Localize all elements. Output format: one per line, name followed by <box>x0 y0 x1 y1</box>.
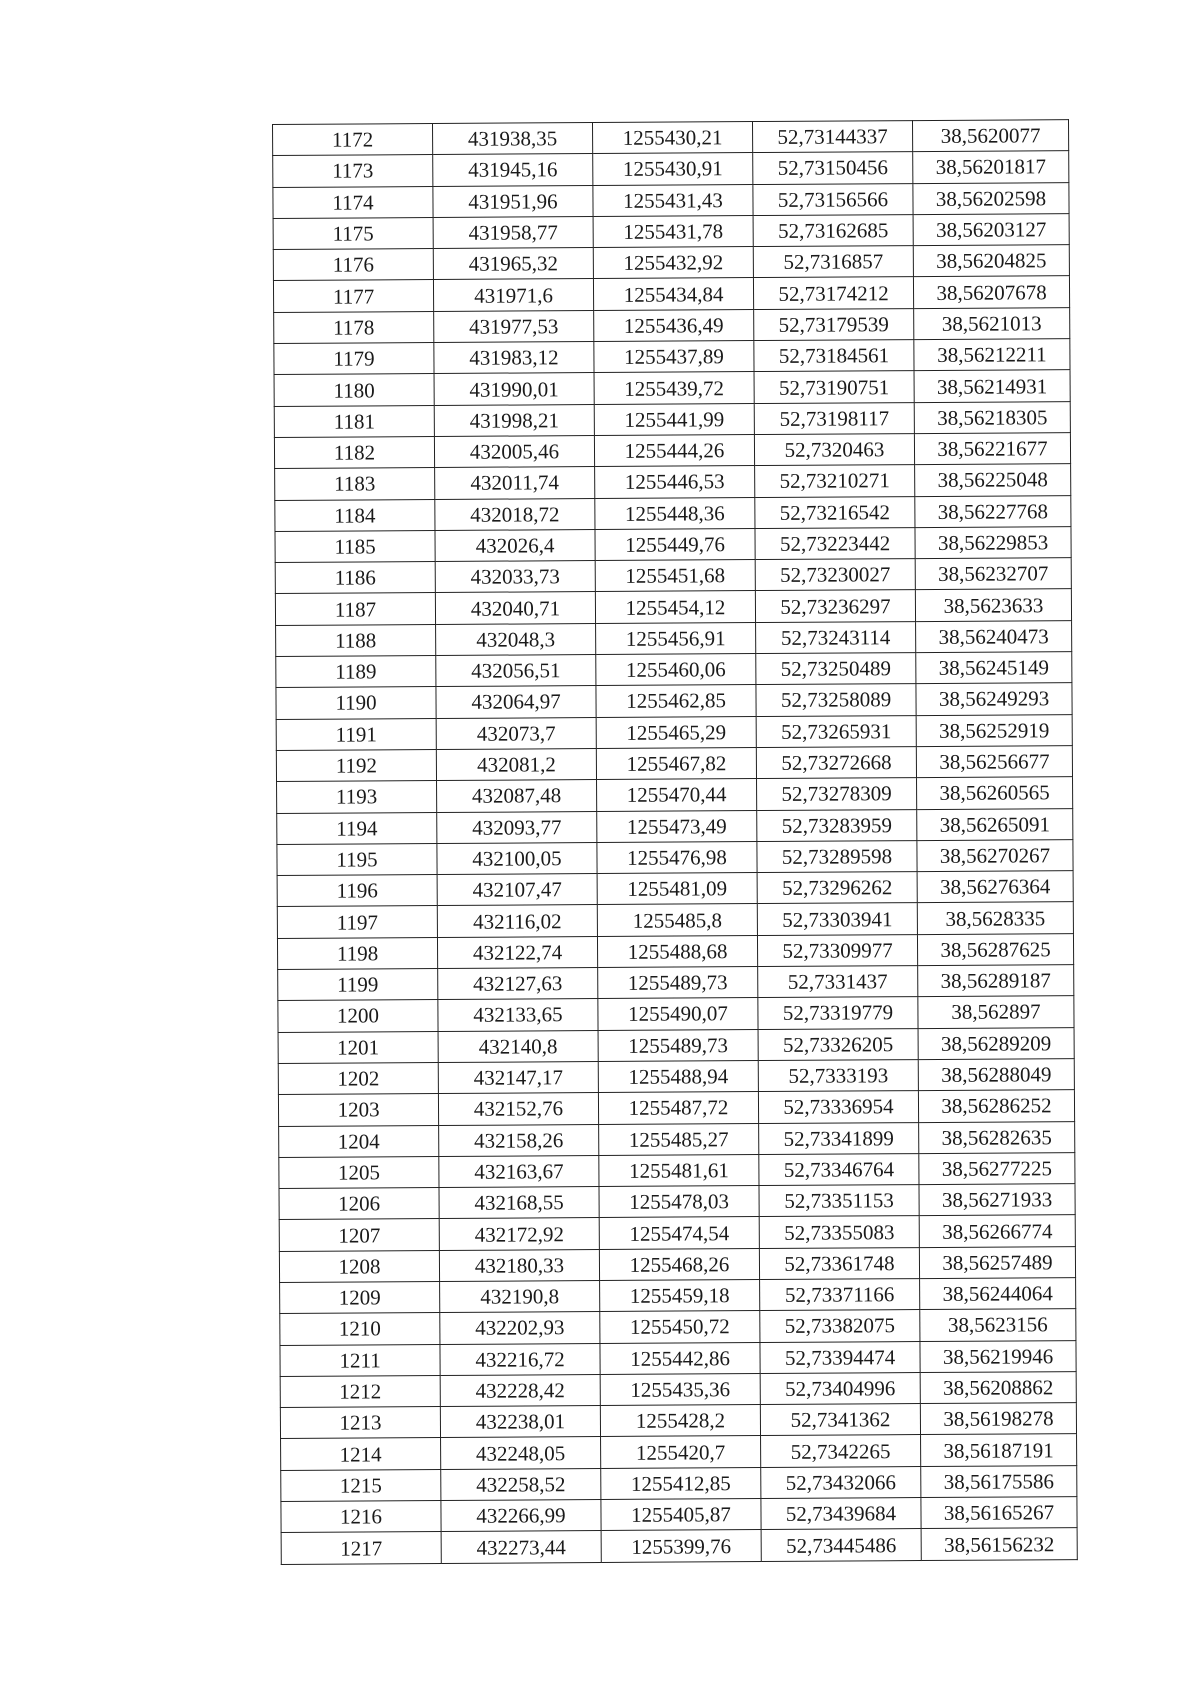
y-coordinate-cell: 1255474,54 <box>599 1217 759 1249</box>
point-number-cell: 1177 <box>273 280 433 312</box>
y-coordinate-cell: 1255436,49 <box>594 309 754 341</box>
latitude-cell: 52,73216542 <box>755 496 915 528</box>
x-coordinate-cell: 432228,42 <box>440 1374 600 1406</box>
x-coordinate-cell: 431938,35 <box>433 123 593 155</box>
longitude-cell: 38,5620077 <box>912 120 1068 152</box>
longitude-cell: 38,56245149 <box>916 652 1072 684</box>
latitude-cell: 52,73243114 <box>756 621 916 653</box>
longitude-cell: 38,56252919 <box>916 714 1072 746</box>
table-row <box>276 620 1072 656</box>
point-number-cell: 1175 <box>273 217 433 249</box>
y-coordinate-cell: 1255454,12 <box>595 591 755 623</box>
latitude-cell: 52,73346764 <box>759 1153 919 1185</box>
table-row <box>278 1090 1074 1126</box>
y-coordinate-cell: 1255412,85 <box>601 1467 761 1499</box>
point-number-cell: 1217 <box>281 1532 441 1564</box>
y-coordinate-cell: 1255465,29 <box>596 716 756 748</box>
y-coordinate-cell: 1255456,91 <box>596 622 756 654</box>
table-row <box>275 526 1071 562</box>
table-row <box>273 214 1069 250</box>
x-coordinate-cell: 432122,74 <box>437 936 597 968</box>
y-coordinate-cell: 1255462,85 <box>596 685 756 717</box>
longitude-cell: 38,56165267 <box>921 1497 1077 1529</box>
table-row <box>278 1059 1074 1095</box>
longitude-cell: 38,5628335 <box>917 902 1073 934</box>
point-number-cell: 1172 <box>273 124 433 156</box>
x-coordinate-cell: 432258,52 <box>441 1468 601 1500</box>
table-row <box>277 808 1073 844</box>
x-coordinate-cell: 432093,77 <box>437 811 597 843</box>
x-coordinate-cell: 432163,67 <box>439 1155 599 1187</box>
latitude-cell: 52,73296262 <box>757 872 917 904</box>
longitude-cell: 38,56218305 <box>914 401 1070 433</box>
longitude-cell: 38,56240473 <box>916 620 1072 652</box>
point-number-cell: 1216 <box>281 1501 441 1533</box>
y-coordinate-cell: 1255430,91 <box>593 153 753 185</box>
longitude-cell: 38,56229853 <box>915 526 1071 558</box>
latitude-cell: 52,73198117 <box>754 402 914 434</box>
x-coordinate-cell: 432147,17 <box>438 1061 598 1093</box>
x-coordinate-cell: 432081,2 <box>436 748 596 780</box>
point-number-cell: 1186 <box>275 562 435 594</box>
latitude-cell: 52,73341899 <box>759 1122 919 1154</box>
y-coordinate-cell: 1255431,43 <box>593 184 753 216</box>
y-coordinate-cell: 1255434,84 <box>593 278 753 310</box>
coordinates-table-body <box>273 120 1078 1564</box>
y-coordinate-cell: 1255446,53 <box>595 466 755 498</box>
latitude-cell: 52,73272668 <box>756 747 916 779</box>
longitude-cell: 38,56212211 <box>914 339 1070 371</box>
latitude-cell: 52,73394474 <box>760 1341 920 1373</box>
table-row <box>280 1340 1076 1376</box>
longitude-cell: 38,56270267 <box>917 839 1073 871</box>
point-number-cell: 1174 <box>273 186 433 218</box>
y-coordinate-cell: 1255441,99 <box>594 403 754 435</box>
point-number-cell: 1207 <box>279 1219 439 1251</box>
x-coordinate-cell: 431971,6 <box>433 279 593 311</box>
y-coordinate-cell: 1255467,82 <box>596 747 756 779</box>
point-number-cell: 1179 <box>274 343 434 375</box>
table-row <box>274 370 1070 406</box>
latitude-cell: 52,73150456 <box>753 152 913 184</box>
table-row <box>280 1371 1076 1407</box>
table-row <box>273 151 1069 187</box>
longitude-cell: 38,56265091 <box>917 808 1073 840</box>
x-coordinate-cell: 432133,65 <box>438 999 598 1031</box>
point-number-cell: 1208 <box>279 1250 439 1282</box>
point-number-cell: 1213 <box>280 1407 440 1439</box>
x-coordinate-cell: 432152,76 <box>438 1093 598 1125</box>
latitude-cell: 52,73303941 <box>757 903 917 935</box>
longitude-cell: 38,56257489 <box>919 1246 1075 1278</box>
point-number-cell: 1203 <box>278 1094 438 1126</box>
x-coordinate-cell: 432127,63 <box>438 968 598 1000</box>
point-number-cell: 1199 <box>278 969 438 1001</box>
longitude-cell: 38,56244064 <box>920 1278 1076 1310</box>
latitude-cell: 52,73289598 <box>757 840 917 872</box>
x-coordinate-cell: 431951,96 <box>433 185 593 217</box>
table-row <box>275 495 1071 531</box>
y-coordinate-cell: 1255449,76 <box>595 528 755 560</box>
latitude-cell: 52,73309977 <box>757 934 917 966</box>
x-coordinate-cell: 432168,55 <box>439 1187 599 1219</box>
x-coordinate-cell: 432033,73 <box>435 561 595 593</box>
longitude-cell: 38,56256677 <box>916 746 1072 778</box>
latitude-cell: 52,73156566 <box>753 183 913 215</box>
point-number-cell: 1188 <box>276 624 436 656</box>
longitude-cell: 38,56203127 <box>913 214 1069 246</box>
longitude-cell: 38,56249293 <box>916 683 1072 715</box>
y-coordinate-cell: 1255488,68 <box>597 935 757 967</box>
latitude-cell: 52,73355083 <box>759 1216 919 1248</box>
longitude-cell: 38,56156232 <box>921 1528 1077 1560</box>
y-coordinate-cell: 1255468,26 <box>599 1248 759 1280</box>
table-row <box>279 1215 1075 1251</box>
table-row <box>280 1309 1076 1345</box>
latitude-cell: 52,73439684 <box>761 1498 921 1530</box>
longitude-cell: 38,56271933 <box>919 1184 1075 1216</box>
latitude-cell: 52,7331437 <box>758 966 918 998</box>
latitude-cell: 52,73445486 <box>761 1529 921 1561</box>
table-row <box>280 1278 1076 1314</box>
table-row <box>273 245 1069 281</box>
y-coordinate-cell: 1255437,89 <box>594 341 754 373</box>
longitude-cell: 38,56289187 <box>918 965 1074 997</box>
table-row <box>279 1121 1075 1157</box>
point-number-cell: 1200 <box>278 1000 438 1032</box>
longitude-cell: 38,56214931 <box>914 370 1070 402</box>
latitude-cell: 52,7342265 <box>761 1435 921 1467</box>
x-coordinate-cell: 432190,8 <box>440 1281 600 1313</box>
longitude-cell: 38,56277225 <box>919 1152 1075 1184</box>
point-number-cell: 1185 <box>275 530 435 562</box>
latitude-cell: 52,73382075 <box>760 1310 920 1342</box>
x-coordinate-cell: 432266,99 <box>441 1500 601 1532</box>
x-coordinate-cell: 432100,05 <box>437 842 597 874</box>
x-coordinate-cell: 432140,8 <box>438 1030 598 1062</box>
point-number-cell: 1182 <box>274 436 434 468</box>
point-number-cell: 1180 <box>274 374 434 406</box>
x-coordinate-cell: 432107,47 <box>437 874 597 906</box>
table-row <box>275 558 1071 594</box>
y-coordinate-cell: 1255431,78 <box>593 215 753 247</box>
y-coordinate-cell: 1255485,27 <box>599 1123 759 1155</box>
y-coordinate-cell: 1255460,06 <box>596 654 756 686</box>
point-number-cell: 1192 <box>276 749 436 781</box>
longitude-cell: 38,56276364 <box>917 871 1073 903</box>
longitude-cell: 38,56266774 <box>919 1215 1075 1247</box>
y-coordinate-cell: 1255451,68 <box>595 560 755 592</box>
x-coordinate-cell: 431945,16 <box>433 154 593 186</box>
point-number-cell: 1173 <box>273 155 433 187</box>
longitude-cell: 38,56187191 <box>921 1434 1077 1466</box>
table-row <box>277 839 1073 875</box>
y-coordinate-cell: 1255490,07 <box>598 998 758 1030</box>
latitude-cell: 52,73432066 <box>761 1466 921 1498</box>
x-coordinate-cell: 432011,74 <box>435 467 595 499</box>
latitude-cell: 52,73210271 <box>755 465 915 497</box>
table-row <box>277 777 1073 813</box>
latitude-cell: 52,73223442 <box>755 527 915 559</box>
longitude-cell: 38,56221677 <box>914 433 1070 465</box>
y-coordinate-cell: 1255485,8 <box>597 904 757 936</box>
x-coordinate-cell: 432216,72 <box>440 1343 600 1375</box>
x-coordinate-cell: 432087,48 <box>437 780 597 812</box>
point-number-cell: 1209 <box>280 1281 440 1313</box>
table-row <box>278 965 1074 1001</box>
y-coordinate-cell: 1255476,98 <box>597 841 757 873</box>
table-row <box>277 933 1073 969</box>
latitude-cell: 52,73258089 <box>756 684 916 716</box>
latitude-cell: 52,73283959 <box>757 809 917 841</box>
longitude-cell: 38,56289209 <box>918 1027 1074 1059</box>
x-coordinate-cell: 432116,02 <box>437 905 597 937</box>
y-coordinate-cell: 1255420,7 <box>601 1436 761 1468</box>
point-number-cell: 1214 <box>281 1438 441 1470</box>
y-coordinate-cell: 1255405,87 <box>601 1499 761 1531</box>
y-coordinate-cell: 1255439,72 <box>594 372 754 404</box>
point-number-cell: 1191 <box>276 718 436 750</box>
table-row <box>273 182 1069 218</box>
longitude-cell: 38,56282635 <box>919 1121 1075 1153</box>
table-row <box>274 433 1070 469</box>
latitude-cell: 52,73361748 <box>759 1247 919 1279</box>
longitude-cell: 38,56204825 <box>913 245 1069 277</box>
point-number-cell: 1201 <box>278 1031 438 1063</box>
y-coordinate-cell: 1255399,76 <box>601 1530 761 1562</box>
latitude-cell: 52,73230027 <box>755 559 915 591</box>
latitude-cell: 52,73162685 <box>753 214 913 246</box>
table-row <box>273 276 1069 312</box>
x-coordinate-cell: 432056,51 <box>436 655 596 687</box>
x-coordinate-cell: 431983,12 <box>434 342 594 374</box>
y-coordinate-cell: 1255489,73 <box>598 1029 758 1061</box>
latitude-cell: 52,73404996 <box>760 1372 920 1404</box>
x-coordinate-cell: 432172,92 <box>439 1218 599 1250</box>
x-coordinate-cell: 432005,46 <box>434 436 594 468</box>
y-coordinate-cell: 1255459,18 <box>600 1280 760 1312</box>
point-number-cell: 1195 <box>277 843 437 875</box>
coordinates-table <box>272 119 1078 1564</box>
longitude-cell: 38,56227768 <box>915 495 1071 527</box>
y-coordinate-cell: 1255444,26 <box>594 435 754 467</box>
y-coordinate-cell: 1255473,49 <box>597 810 757 842</box>
table-row <box>281 1528 1077 1564</box>
latitude-cell: 52,7320463 <box>754 434 914 466</box>
point-number-cell: 1189 <box>276 656 436 688</box>
point-number-cell: 1205 <box>279 1156 439 1188</box>
point-number-cell: 1212 <box>280 1375 440 1407</box>
table-row <box>278 996 1074 1032</box>
x-coordinate-cell: 432048,3 <box>436 623 596 655</box>
y-coordinate-cell: 1255432,92 <box>593 247 753 279</box>
longitude-cell: 38,5621013 <box>914 307 1070 339</box>
point-number-cell: 1210 <box>280 1313 440 1345</box>
x-coordinate-cell: 431958,77 <box>433 216 593 248</box>
latitude-cell: 52,73278309 <box>757 778 917 810</box>
table-row <box>279 1152 1075 1188</box>
point-number-cell: 1178 <box>274 311 434 343</box>
y-coordinate-cell: 1255489,73 <box>598 967 758 999</box>
table-row <box>274 401 1070 437</box>
x-coordinate-cell: 432202,93 <box>440 1312 600 1344</box>
latitude-cell: 52,73174212 <box>753 277 913 309</box>
table-row <box>276 683 1072 719</box>
x-coordinate-cell: 432026,4 <box>435 529 595 561</box>
longitude-cell: 38,56198278 <box>920 1403 1076 1435</box>
x-coordinate-cell: 432040,71 <box>435 592 595 624</box>
y-coordinate-cell: 1255487,72 <box>598 1092 758 1124</box>
latitude-cell: 52,73336954 <box>758 1091 918 1123</box>
latitude-cell: 52,73371166 <box>760 1279 920 1311</box>
point-number-cell: 1215 <box>281 1469 441 1501</box>
latitude-cell: 52,73144337 <box>752 121 912 153</box>
latitude-cell: 52,73265931 <box>756 715 916 747</box>
latitude-cell: 52,73184561 <box>754 340 914 372</box>
table-row <box>278 1027 1074 1063</box>
latitude-cell: 52,7316857 <box>753 246 913 278</box>
longitude-cell: 38,5623633 <box>915 589 1071 621</box>
point-number-cell: 1193 <box>277 781 437 813</box>
longitude-cell: 38,56201817 <box>913 151 1069 183</box>
table-row <box>276 746 1072 782</box>
point-number-cell: 1198 <box>277 937 437 969</box>
longitude-cell: 38,56225048 <box>915 464 1071 496</box>
longitude-cell: 38,56288049 <box>918 1059 1074 1091</box>
table-row <box>281 1465 1077 1501</box>
x-coordinate-cell: 431965,32 <box>433 248 593 280</box>
x-coordinate-cell: 432064,97 <box>436 686 596 718</box>
longitude-cell: 38,56286252 <box>918 1090 1074 1122</box>
table-row <box>274 307 1070 343</box>
x-coordinate-cell: 432158,26 <box>439 1124 599 1156</box>
y-coordinate-cell: 1255430,21 <box>592 122 752 154</box>
x-coordinate-cell: 432248,05 <box>441 1437 601 1469</box>
table-row <box>274 339 1070 375</box>
table-row <box>277 871 1073 907</box>
point-number-cell: 1187 <box>275 593 435 625</box>
x-coordinate-cell: 432273,44 <box>441 1531 601 1563</box>
table-row <box>275 589 1071 625</box>
y-coordinate-cell: 1255470,44 <box>597 779 757 811</box>
table-row <box>275 464 1071 500</box>
longitude-cell: 38,5623156 <box>920 1309 1076 1341</box>
x-coordinate-cell: 431977,53 <box>434 310 594 342</box>
longitude-cell: 38,56232707 <box>915 558 1071 590</box>
x-coordinate-cell: 432018,72 <box>435 498 595 530</box>
longitude-cell: 38,56287625 <box>917 933 1073 965</box>
table-row <box>273 120 1069 156</box>
table-row <box>281 1497 1077 1533</box>
table-row <box>276 652 1072 688</box>
y-coordinate-cell: 1255442,86 <box>600 1342 760 1374</box>
x-coordinate-cell: 432238,01 <box>440 1406 600 1438</box>
point-number-cell: 1183 <box>275 468 435 500</box>
latitude-cell: 52,73179539 <box>754 308 914 340</box>
latitude-cell: 52,73250489 <box>756 653 916 685</box>
longitude-cell: 38,56208862 <box>920 1371 1076 1403</box>
y-coordinate-cell: 1255481,61 <box>599 1154 759 1186</box>
point-number-cell: 1204 <box>279 1125 439 1157</box>
point-number-cell: 1190 <box>276 687 436 719</box>
point-number-cell: 1206 <box>279 1188 439 1220</box>
y-coordinate-cell: 1255450,72 <box>600 1311 760 1343</box>
longitude-cell: 38,56207678 <box>913 276 1069 308</box>
table-row <box>279 1184 1075 1220</box>
point-number-cell: 1197 <box>277 906 437 938</box>
point-number-cell: 1194 <box>277 812 437 844</box>
longitude-cell: 38,56260565 <box>917 777 1073 809</box>
y-coordinate-cell: 1255435,36 <box>600 1373 760 1405</box>
x-coordinate-cell: 432073,7 <box>436 717 596 749</box>
x-coordinate-cell: 432180,33 <box>439 1249 599 1281</box>
latitude-cell: 52,7341362 <box>760 1404 920 1436</box>
y-coordinate-cell: 1255448,36 <box>595 497 755 529</box>
latitude-cell: 52,7333193 <box>758 1059 918 1091</box>
table-row <box>280 1403 1076 1439</box>
y-coordinate-cell: 1255488,94 <box>598 1060 758 1092</box>
latitude-cell: 52,73236297 <box>755 590 915 622</box>
longitude-cell: 38,56219946 <box>920 1340 1076 1372</box>
table-row <box>276 714 1072 750</box>
longitude-cell: 38,56175586 <box>921 1465 1077 1497</box>
table-row <box>281 1434 1077 1470</box>
y-coordinate-cell: 1255478,03 <box>599 1186 759 1218</box>
longitude-cell: 38,56202598 <box>913 182 1069 214</box>
point-number-cell: 1202 <box>278 1062 438 1094</box>
latitude-cell: 52,73326205 <box>758 1028 918 1060</box>
point-number-cell: 1211 <box>280 1344 440 1376</box>
table-row <box>277 902 1073 938</box>
point-number-cell: 1181 <box>274 405 434 437</box>
table-row <box>279 1246 1075 1282</box>
longitude-cell: 38,562897 <box>918 996 1074 1028</box>
point-number-cell: 1176 <box>273 249 433 281</box>
latitude-cell: 52,73319779 <box>758 997 918 1029</box>
point-number-cell: 1184 <box>275 499 435 531</box>
latitude-cell: 52,73351153 <box>759 1185 919 1217</box>
point-number-cell: 1196 <box>277 875 437 907</box>
x-coordinate-cell: 431998,21 <box>434 404 594 436</box>
y-coordinate-cell: 1255428,2 <box>600 1405 760 1437</box>
latitude-cell: 52,73190751 <box>754 371 914 403</box>
x-coordinate-cell: 431990,01 <box>434 373 594 405</box>
y-coordinate-cell: 1255481,09 <box>597 873 757 905</box>
